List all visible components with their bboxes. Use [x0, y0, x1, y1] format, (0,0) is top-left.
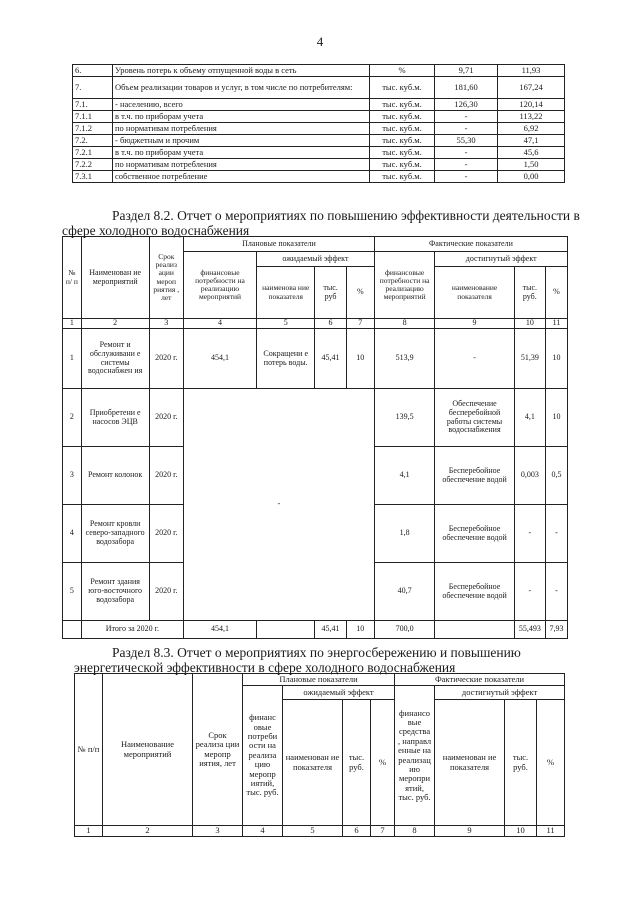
col-header-pct-actual: %: [545, 267, 567, 319]
row-value-1: -: [435, 123, 498, 135]
col-header-eff-name-actual: наименование показателя: [435, 267, 514, 319]
row-num: 7.2.2: [73, 159, 113, 171]
row-eff-rub: 45,41: [315, 329, 346, 389]
row-num: 1: [63, 329, 82, 389]
row-value-1: -: [435, 171, 498, 183]
row-num: 7.: [73, 77, 113, 99]
row-fact-name: Бесперебойное обеспечение водой: [435, 563, 514, 621]
row-num: 2: [63, 389, 82, 447]
row-unit: тыс. куб.м.: [370, 135, 435, 147]
total-fact-rub: 55,493: [514, 621, 545, 639]
row-num: 5: [63, 563, 82, 621]
row-num: 7.2.1: [73, 147, 113, 159]
row-name: Ремонт кровли северо-западного водозабора: [81, 505, 149, 563]
col-number: 9: [435, 826, 505, 837]
indicator-row: [73, 159, 565, 171]
col-header-actual: Фактические показатели: [395, 674, 565, 686]
row-term: 2020 г.: [149, 563, 183, 621]
row-fact-pct: -: [545, 505, 567, 563]
indicator-row: [73, 65, 565, 77]
row-value-2: 167,24: [498, 77, 565, 99]
merged-dash-cell: -: [183, 389, 374, 621]
total-fin-plan: 454,1: [183, 621, 256, 639]
col-header-fin-planned: финансовые потребности на реализацию мероприятий: [183, 252, 256, 319]
col-header-name: Наименован ие мероприятий: [81, 237, 149, 319]
col-number: 5: [283, 826, 343, 837]
col-header-thous-rub: тыс. руб.: [343, 700, 371, 826]
row-fact-pct: 10: [545, 389, 567, 447]
col-header-achieved: достигнутый эффект: [435, 252, 568, 267]
total-fact-pct: 7,93: [545, 621, 567, 639]
section-8-3-title: Раздел 8.3. Отчет о мероприятиях по энергосбережению и повышению: [112, 645, 521, 660]
col-number: 3: [193, 826, 243, 837]
col-number: 9: [435, 319, 514, 329]
indicators-table: [72, 64, 565, 183]
row-fact-rub: 0,003: [514, 447, 545, 505]
row-fact-pct: 10: [545, 329, 567, 389]
energy-saving-table: [74, 673, 565, 837]
section-title-line: Раздел 8.2. Отчет о мероприятиях по повышению эффективности деятельности в: [112, 208, 580, 223]
row-value-2: 120,14: [498, 99, 565, 111]
row-fact-name: Обеспечение бесперебойной работы системы водоснабжения: [435, 389, 514, 447]
row-fin-fact: 40,7: [374, 563, 435, 621]
col-number: 6: [315, 319, 346, 329]
row-value-1: -: [435, 111, 498, 123]
col-header-fin-actual: финансо вые средства , направл енные на реализац ию меропри ятий, тыс. руб.: [395, 686, 435, 826]
row-unit: %: [370, 65, 435, 77]
col-header-eff-name: наименова ние показателя: [257, 267, 315, 319]
col-number: 7: [346, 319, 374, 329]
row-num: 7.1.: [73, 99, 113, 111]
col-header-pct-actual: %: [537, 700, 565, 826]
col-header-pct: %: [346, 267, 374, 319]
col-number: 3: [149, 319, 183, 329]
row-name: по нормативам потребления: [113, 123, 370, 135]
row-value-2: 0,00: [498, 171, 565, 183]
col-number: 10: [505, 826, 537, 837]
total-eff-rub: 45,41: [315, 621, 346, 639]
col-header-planned: Плановые показатели: [183, 237, 374, 252]
row-term: 2020 г.: [149, 389, 183, 447]
row-num: 4: [63, 505, 82, 563]
row-name: Уровень потерь к объему отпущенной воды в сеть: [113, 65, 370, 77]
row-unit: тыс. куб.м.: [370, 123, 435, 135]
col-header-thous-rub-actual: тыс. руб.: [505, 700, 537, 826]
row-value-1: 181,60: [435, 77, 498, 99]
row-name: Приобретени е насосов ЭЦВ: [81, 389, 149, 447]
col-number: 4: [183, 319, 256, 329]
row-fact-rub: -: [514, 563, 545, 621]
col-header-planned: Плановые показатели: [243, 674, 395, 686]
row-num: 3: [63, 447, 82, 505]
row-value-1: 9,71: [435, 65, 498, 77]
row-value-2: 45,6: [498, 147, 565, 159]
row-unit: тыс. куб.м.: [370, 111, 435, 123]
section-8-2-title-cont: сфере холодного водоснабжения: [62, 223, 250, 238]
col-header-pct: %: [371, 700, 395, 826]
page-number: 4: [316, 34, 324, 49]
row-name: в т.ч. по приборам учета: [113, 147, 370, 159]
col-number: 2: [81, 319, 149, 329]
indicator-row: [73, 147, 565, 159]
col-header-thous-rub: тыс. руб: [315, 267, 346, 319]
row-unit: тыс. куб.м.: [370, 99, 435, 111]
col-number: 4: [243, 826, 283, 837]
col-header-expected: ожидаемый эффект: [283, 686, 395, 700]
row-name: - бюджетным и прочим: [113, 135, 370, 147]
row-fact-rub: 4,1: [514, 389, 545, 447]
indicator-row: [73, 99, 565, 111]
indicator-row: [73, 171, 565, 183]
total-eff-pct: 10: [346, 621, 374, 639]
row-value-2: 113,22: [498, 111, 565, 123]
col-number: 1: [63, 319, 82, 329]
row-term: 2020 г.: [149, 447, 183, 505]
row-fact-name: Бесперебойное обеспечение водой: [435, 505, 514, 563]
row-eff-pct: 10: [346, 329, 374, 389]
row-unit: тыс. куб.м.: [370, 171, 435, 183]
section-8-3-title-cont: энергетической эффективности в сфере холодного водоснабжения: [74, 660, 456, 675]
row-num: 7.2.: [73, 135, 113, 147]
col-header-eff-name: наименован ие показателя: [283, 700, 343, 826]
row-value-1: 55,30: [435, 135, 498, 147]
col-header-actual: Фактические показатели: [374, 237, 567, 252]
row-name: Ремонт колонок: [81, 447, 149, 505]
col-number: 11: [545, 319, 567, 329]
col-header-term: Срок реализа ции меропр иятия, лет: [193, 674, 243, 826]
total-label: Итого за 2020 г.: [81, 621, 183, 639]
col-number: 11: [537, 826, 565, 837]
col-header-expected: ожидаемый эффект: [257, 252, 375, 267]
row-num: 7.1.2: [73, 123, 113, 135]
row-value-2: 6,92: [498, 123, 565, 135]
indicator-row: [73, 135, 565, 147]
row-value-1: 126,30: [435, 99, 498, 111]
col-number: 8: [374, 319, 435, 329]
col-header-eff-name-actual: наименован ие показателя: [435, 700, 505, 826]
row-num: 6.: [73, 65, 113, 77]
row-num: 7.3.1: [73, 171, 113, 183]
row-name: в т.ч. по приборам учета: [113, 111, 370, 123]
row-fin-fact: 4,1: [374, 447, 435, 505]
efficiency-measures-table: [62, 236, 568, 639]
row-eff-name: Сокращени е потерь воды.: [257, 329, 315, 389]
indicator-row: [73, 77, 565, 99]
row-fin-fact: 1,8: [374, 505, 435, 563]
col-header-achieved: достигнутый эффект: [435, 686, 565, 700]
col-number: 1: [75, 826, 103, 837]
row-value-1: -: [435, 147, 498, 159]
total-fin-fact: 700,0: [374, 621, 435, 639]
row-term: 2020 г.: [149, 505, 183, 563]
row-name: Ремонт здания юго-восточного водозабора: [81, 563, 149, 621]
row-value-1: -: [435, 159, 498, 171]
col-header-fin-planned: финанс овые потреби ости на реализа цию меропр иятий, тыс. руб.: [243, 686, 283, 826]
row-fin-plan: 454,1: [183, 329, 256, 389]
row-unit: тыс. куб.м.: [370, 77, 435, 99]
col-number: 2: [103, 826, 193, 837]
row-name: собственное потребление: [113, 171, 370, 183]
row-name: по нормативам потребления: [113, 159, 370, 171]
col-header-num: № п/ п: [63, 237, 82, 319]
row-fact-rub: -: [514, 505, 545, 563]
indicator-row: [73, 123, 565, 135]
row-unit: тыс. куб.м.: [370, 147, 435, 159]
col-number: 6: [343, 826, 371, 837]
row-fact-pct: 0,5: [545, 447, 567, 505]
col-number: 10: [514, 319, 545, 329]
row-value-2: 47,1: [498, 135, 565, 147]
col-header-num: № п/п: [75, 674, 103, 826]
row-fin-fact: 139,5: [374, 389, 435, 447]
col-header-thous-rub-actual: тыс. руб.: [514, 267, 545, 319]
row-term: 2020 г.: [149, 329, 183, 389]
row-fact-rub: 51,39: [514, 329, 545, 389]
row-fact-pct: -: [545, 563, 567, 621]
col-number: 8: [395, 826, 435, 837]
col-number: 7: [371, 826, 395, 837]
col-number: 5: [257, 319, 315, 329]
row-name: Объем реализации товаров и услуг, в том числе по потребителям:: [113, 77, 370, 99]
row-fact-name: -: [435, 329, 514, 389]
col-header-name: Наименование мероприятий: [103, 674, 193, 826]
indicator-row: [73, 111, 565, 123]
section-8-2-title: [112, 208, 580, 223]
row-fin-fact: 513,9: [374, 329, 435, 389]
row-num: 7.1.1: [73, 111, 113, 123]
row-unit: тыс. куб.м.: [370, 159, 435, 171]
col-header-fin-actual: финансовые потребности на реализацию мероприятий: [374, 252, 435, 319]
col-header-term: Срок реализ ации мероп риятия , лет: [149, 237, 183, 319]
row-value-2: 11,93: [498, 65, 565, 77]
row-value-2: 1,50: [498, 159, 565, 171]
row-name: - населению, всего: [113, 99, 370, 111]
row-name: Ремонт и обслуживани е системы водоснабжен ия: [81, 329, 149, 389]
row-fact-name: Бесперебойное обеспечение водой: [435, 447, 514, 505]
